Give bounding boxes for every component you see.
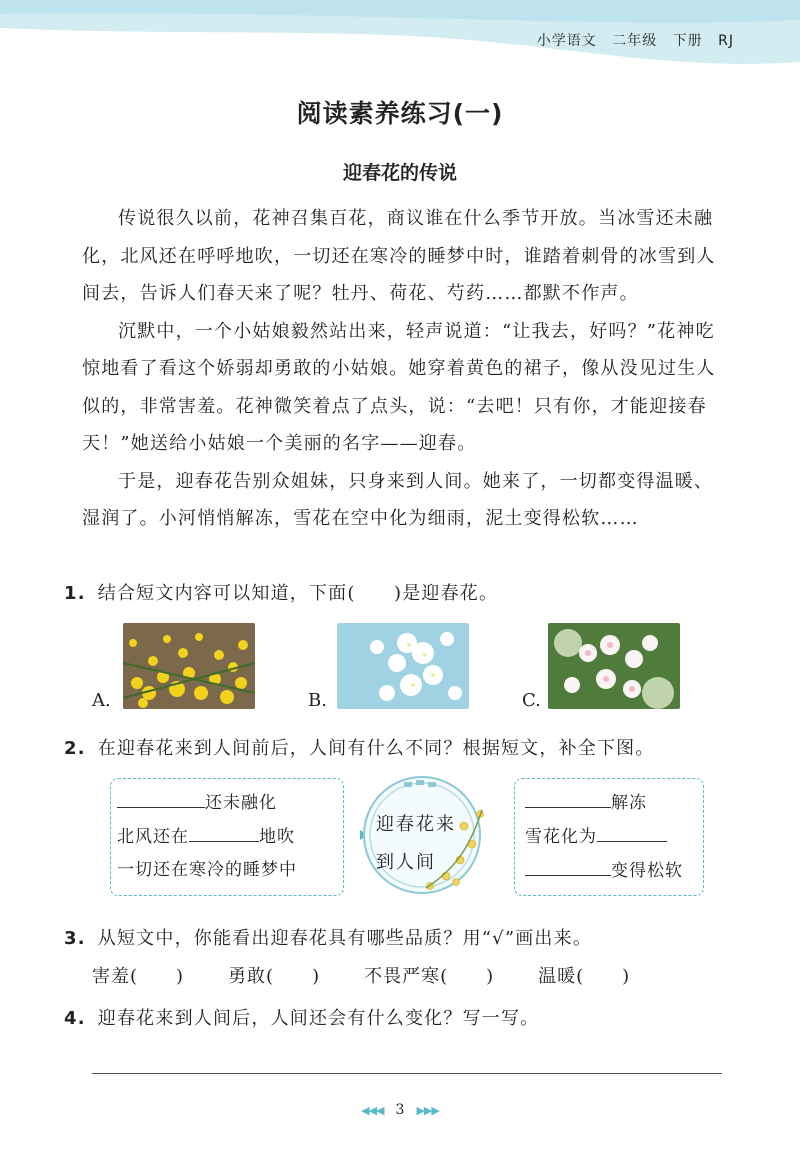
question-2 [64,734,655,760]
after-line2-prefix: 雪花化为 [525,827,597,847]
question-4-text: 迎春花来到人间后，人间还会有什么变化？写一写。 [97,1008,540,1029]
after-line1-text: 解冻 [611,793,647,813]
q3-option-fearless[interactable]: 不畏严寒( ) [364,966,495,987]
question-4-number: 4. [64,1008,86,1029]
page-number: 3 [395,1102,405,1118]
header-edition: RJ [718,33,734,49]
q3-option-shy[interactable]: 害羞( ) [92,966,185,987]
passage-paragraph-3: 于是，迎春花告别众姐妹，只身来到人间。她来了，一切都变得温暖、湿润了。小河悄悄解冻，雪花在空中化为细雨，泥土变得松软…… [82,470,714,529]
question-3 [64,924,592,950]
before-line1-text: 还未融化 [205,793,277,813]
option-a-label: A. [92,690,111,711]
next-arrows-icon: ▶▶▶ [416,1104,439,1117]
passage-body [82,200,722,538]
question-4 [64,1004,539,1030]
after-line3-text: 变得松软 [611,861,683,881]
center-label [376,806,476,882]
after-spring-box [514,778,704,896]
page-title: 阅读素养练习(一) [296,99,504,128]
header-subject: 小学语文 [536,33,597,49]
blank-after-2[interactable] [597,819,667,842]
before-line3-text: 一切还在寒冷的睡梦中 [117,860,297,880]
q3-option-warm[interactable]: 温暖( ) [538,966,631,987]
yellow-winter-jasmine-photo[interactable] [123,623,255,709]
question-1 [64,579,498,605]
question-3-options [92,962,674,988]
question-1-number: 1. [64,583,86,604]
page-footer [0,1102,800,1118]
center-line2: 到人间 [376,852,436,873]
white-blossom-photo[interactable] [337,623,469,709]
blank-before-2[interactable] [189,819,259,842]
blank-before-1[interactable] [117,785,205,808]
prev-arrows-icon: ◀◀◀ [361,1104,384,1117]
pink-white-blossom-photo[interactable] [548,623,680,709]
option-b-label: B. [308,690,327,711]
question-1-text: 结合短文内容可以知道，下面( )是迎春花。 [97,583,499,604]
before-spring-box [110,778,344,896]
q3-option-brave[interactable]: 勇敢( ) [228,966,321,987]
passage-paragraph-1: 传说很久以前，花神召集百花，商议谁在什么季节开放。当冰雪还未融化，北风还在呼呼地吹，一切还在寒冷的睡梦中时，谁踏着刺骨的冰雪到人间去，告诉人们春天来了呢？牡丹、荷花、芍药……都默不作声。 [82,208,716,304]
before-line2-suffix: 地吹 [259,827,295,847]
option-c-label: C. [522,690,541,711]
passage-title: 迎春花的传说 [342,162,457,184]
blank-after-1[interactable] [525,785,611,808]
header-grade: 二年级 [612,33,658,49]
question-3-text: 从短文中，你能看出迎春花具有哪些品质？用“√”画出来。 [97,928,593,949]
question-2-text: 在迎春花来到人间前后，人间有什么不同？根据短文，补全下图。 [97,738,655,759]
passage-paragraph-2: 沉默中，一个小姑娘毅然站出来，轻声说道：“让我去，好吗？”花神吃惊地看了看这个娇弱却勇敢的小姑娘。她穿着黄色的裙子，像从没见过生人似的，非常害羞。花神微笑着点了点头，说：“去吧！只有你，才能迎接春天！”她送给小姑娘一个美丽的名字——迎春。 [82,320,716,454]
question-3-number: 3. [64,928,86,949]
answer-line[interactable] [92,1073,722,1074]
question-2-number: 2. [64,738,86,759]
center-line1: 迎春花来 [376,814,456,835]
blank-after-3[interactable] [525,853,611,876]
header-book-info [527,30,734,50]
before-line2-prefix: 北风还在 [117,827,189,847]
header-volume: 下册 [672,33,703,49]
